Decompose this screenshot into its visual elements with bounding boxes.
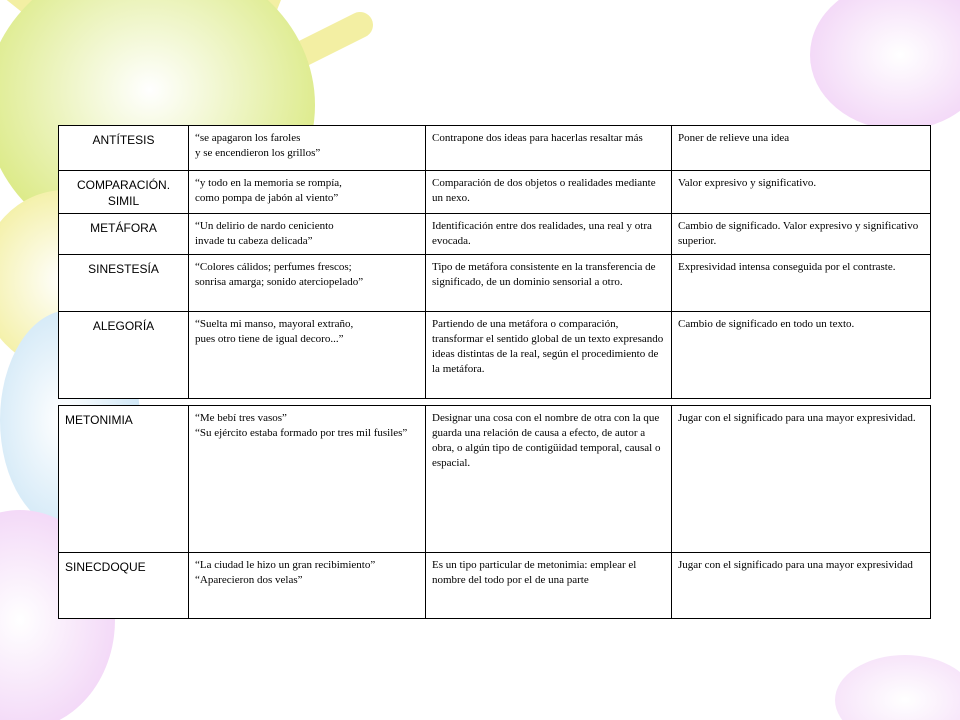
effect-cell: Jugar con el significado para una mayor expresividad xyxy=(672,553,931,619)
example-line: sonrisa amarga; sonido aterciopelado” xyxy=(195,276,364,288)
definition-cell: Identificación entre dos realidades, una real y otra evocada. xyxy=(426,214,672,255)
table-row xyxy=(59,553,931,619)
example-cell xyxy=(189,214,426,255)
example-cell xyxy=(189,255,426,312)
example-line: invade tu cabeza delicada” xyxy=(195,235,313,247)
example-line: y se encendieron los grillos” xyxy=(195,147,321,159)
example-line: “Aparecieron dos velas” xyxy=(195,574,303,586)
effect-cell: Cambio de significado en todo un texto. xyxy=(672,312,931,399)
example-line: “y todo en la memoria se rompía, xyxy=(195,177,342,189)
example-line: “Un delirio de nardo ceniciento xyxy=(195,220,334,232)
term-cell: ALEGORÍA xyxy=(59,312,189,399)
effect-cell: Expresividad intensa conseguida por el contraste. xyxy=(672,255,931,312)
example-cell xyxy=(189,312,426,399)
definition-cell: Tipo de metáfora consistente en la transferencia de significado, de un dominio sensorial a otro. xyxy=(426,255,672,312)
figures-table-bottom xyxy=(58,405,931,619)
example-cell xyxy=(189,171,426,214)
example-cell xyxy=(189,553,426,619)
definition-cell: Es un tipo particular de metonimia: emplear el nombre del todo por el de una parte xyxy=(426,553,672,619)
definition-cell: Designar una cosa con el nombre de otra con la que guarda una relación de causa a efecto, de autor a obra, o algún tipo de contigüidad temporal, causal o espacial. xyxy=(426,406,672,553)
example-line: pues otro tiene de igual decoro...” xyxy=(195,333,344,345)
table-row xyxy=(59,406,931,553)
term-cell: COMPARACIÓN. SIMIL xyxy=(59,171,189,214)
table-row xyxy=(59,214,931,255)
example-line: “La ciudad le hizo un gran recibimiento” xyxy=(195,559,376,571)
effect-cell: Poner de relieve una idea xyxy=(672,126,931,171)
table-row xyxy=(59,126,931,171)
table-row xyxy=(59,312,931,399)
term-cell: ANTÍTESIS xyxy=(59,126,189,171)
example-line: “Su ejército estaba formado por tres mil fusiles” xyxy=(195,427,408,439)
term-cell: METÁFORA xyxy=(59,214,189,255)
effect-cell: Cambio de significado. Valor expresivo y significativo superior. xyxy=(672,214,931,255)
example-line: “se apagaron los faroles xyxy=(195,132,301,144)
pink-balloon-right xyxy=(810,0,960,130)
example-line: “Me bebí tres vasos” xyxy=(195,412,287,424)
effect-cell: Jugar con el significado para una mayor expresividad. xyxy=(672,406,931,553)
figures-table-top xyxy=(58,125,931,399)
example-line: como pompa de jabón al viento” xyxy=(195,192,339,204)
example-line: “Colores cálidos; perfumes frescos; xyxy=(195,261,352,273)
example-line: “Suelta mi manso, mayoral extraño, xyxy=(195,318,354,330)
definition-cell: Comparación de dos objetos o realidades mediante un nexo. xyxy=(426,171,672,214)
definition-cell: Partiendo de una metáfora o comparación, transformar el sentido global de un texto expresando ideas distintas de la real, según el procedimiento de la metáfora. xyxy=(426,312,672,399)
term-cell: SINESTESÍA xyxy=(59,255,189,312)
example-cell xyxy=(189,126,426,171)
table-row xyxy=(59,171,931,214)
effect-cell: Valor expresivo y significativo. xyxy=(672,171,931,214)
example-cell xyxy=(189,406,426,553)
pink-balloon-bottom-right xyxy=(835,655,960,720)
table-row xyxy=(59,255,931,312)
term-cell: SINECDOQUE xyxy=(59,553,189,619)
term-cell: METONIMIA xyxy=(59,406,189,553)
definition-cell: Contrapone dos ideas para hacerlas resaltar más xyxy=(426,126,672,171)
